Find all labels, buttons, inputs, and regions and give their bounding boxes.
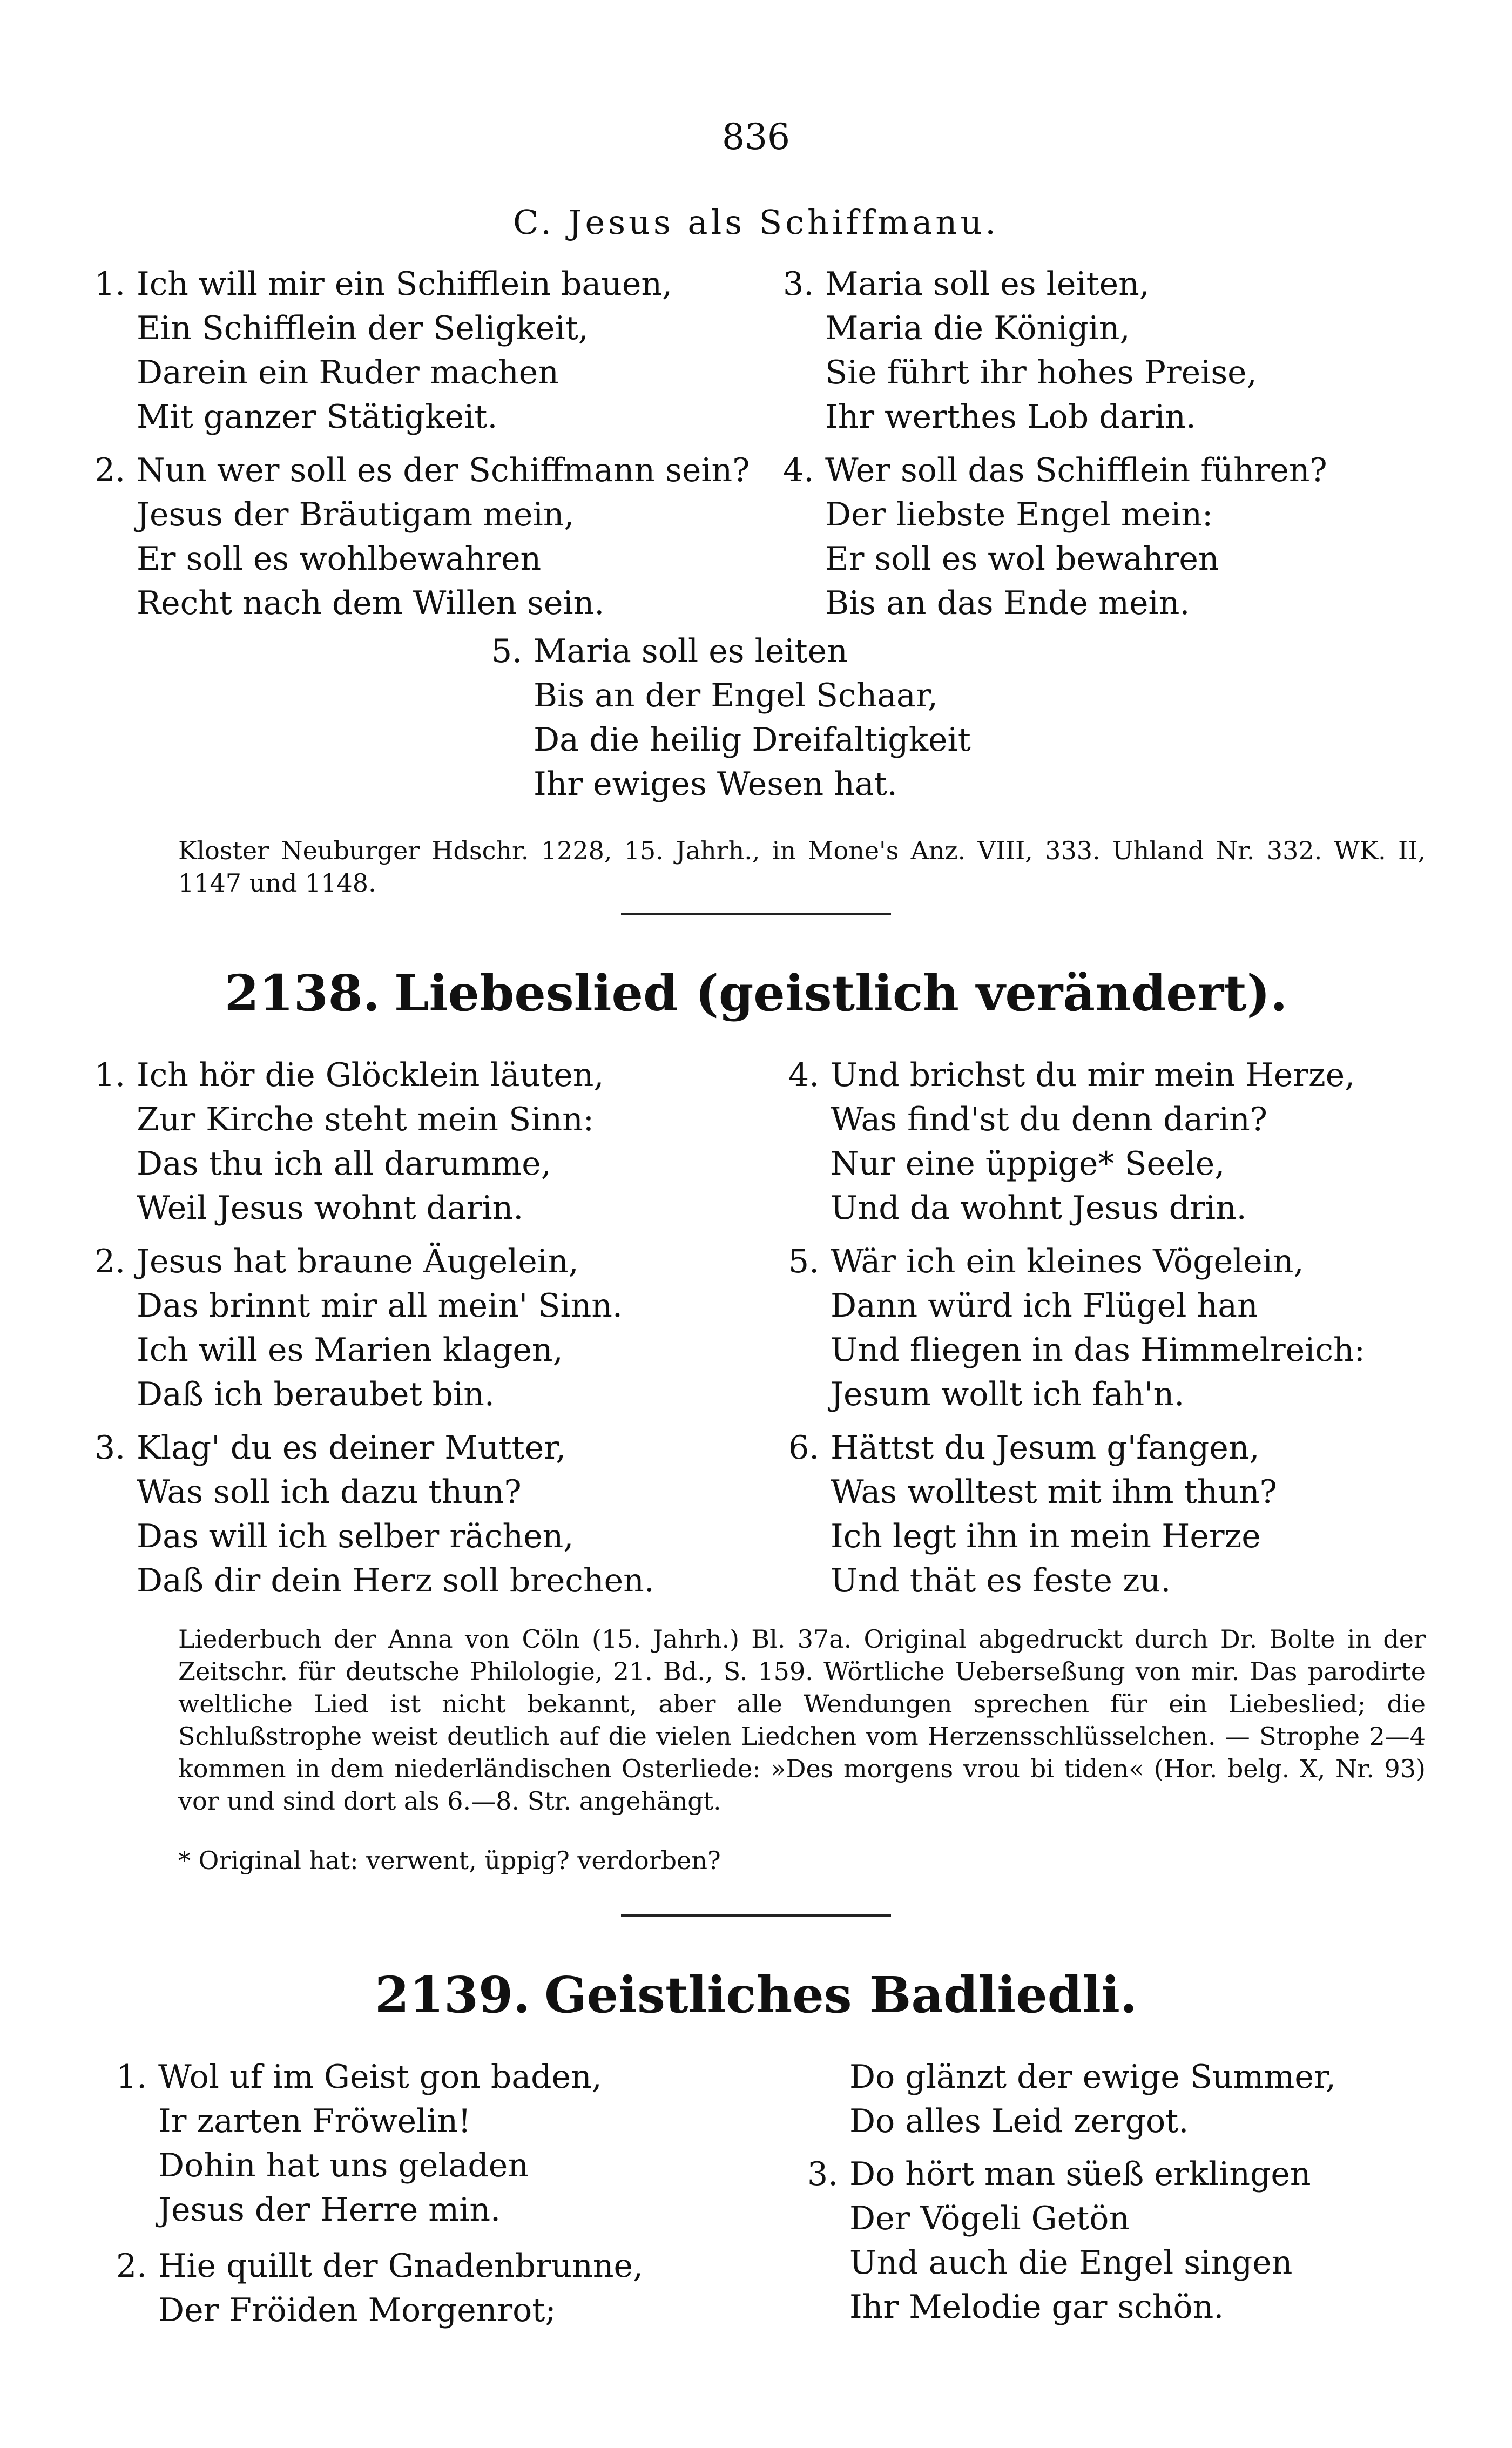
verse-line: Do hört man süeß erklingen (849, 2155, 1311, 2193)
song-2139-title (0, 1966, 1512, 2024)
verse-line: Ich hör die Glöcklein läuten, (137, 1056, 604, 1094)
stanza-number: 4. (783, 451, 814, 489)
verse-line: Daß dir dein Herz soll brechen. (137, 1562, 654, 1600)
page-number: 836 (722, 116, 790, 158)
verse-line: Wol uf im Geist gon baden, (158, 2058, 602, 2096)
song-2139-stanza-2 (116, 2244, 643, 2332)
stanza-number: 2. (116, 2247, 147, 2285)
verse-line: Zur Kirche steht mein Sinn: (137, 1101, 594, 1138)
verse-line: Maria soll es leiten (534, 632, 848, 670)
verse-line: Mit ganzer Stätigkeit. (137, 398, 498, 436)
song-2138-title (0, 964, 1512, 1022)
verse-line: Das thu ich all darumme, (137, 1145, 551, 1183)
verse-line: Jesus der Herre min. (158, 2191, 501, 2229)
verse-line: Dann würd ich Flügel han (831, 1287, 1258, 1325)
verse-line: Ihr ewiges Wesen hat. (534, 765, 897, 803)
verse-line: Maria soll es leiten, (825, 265, 1150, 303)
verse-line: Hättst du Jesum g'fangen, (831, 1429, 1260, 1467)
verse-line: Ich legt ihn in mein Herze (831, 1518, 1261, 1555)
verse-line: Wär ich ein kleines Vögelein, (831, 1243, 1304, 1280)
section-c-stanza-2 (94, 448, 750, 625)
song-2139-stanza-3 (807, 2152, 1311, 2329)
verse-line: Was soll ich dazu thun? (137, 1473, 522, 1511)
verse-line: Der Vögeli Getön (849, 2200, 1130, 2237)
section-c-source (178, 834, 1426, 899)
verse-line: Dohin hat uns geladen (158, 2147, 529, 2184)
song-title: Geistliches Badliedli. (544, 1966, 1137, 2024)
stanza-number: 3. (94, 1429, 126, 1467)
verse-line: Weil Jesus wohnt darin. (137, 1189, 524, 1227)
song-2138-stanza-4 (788, 1053, 1355, 1230)
verse-line: Darein ein Ruder machen (137, 354, 559, 392)
verse-line: Bis an der Engel Schaar, (534, 677, 938, 714)
song-2139-stanza-1 (116, 2055, 602, 2232)
song-2138-stanza-2 (94, 1239, 623, 1417)
source-note: Liederbuch der Anna von Cöln (15. Jahrh.) Bl. 37a. Original abgedruckt durch Dr. Bolte in der Zeitschr. für deutsche Philologie, 21. Bd., S. 159. Wörtliche Ueberseßung von mir. Das parodirte weltliche Lied ist nicht bekannt, aber alle Wendungen sprechen für ein Liebeslied; die Schlußstrophe weist deutlich auf die vielen Liedchen vom Herzensschlüsselchen. — Strophe 2—4 kommen in dem niederländischen Osterliede: »Des morgens vrou bi tiden« (Hor. belg. X, Nr. 93) vor und sind dort als 6.—8. Str. angehängt. (178, 1624, 1426, 1816)
verse-line: Der liebste Engel mein: (825, 496, 1213, 534)
section-c-stanza-4 (783, 448, 1327, 625)
stanza-number: 1. (116, 2058, 147, 2096)
verse-line: Nur eine üppige* Seele, (831, 1145, 1225, 1183)
verse-line: Do alles Leid zergot. (849, 2102, 1189, 2140)
verse-line: Und fliegen in das Himmelreich: (831, 1331, 1365, 1369)
stanza-number: 5. (788, 1243, 820, 1280)
verse-line: Do glänzt der ewige Summer, (849, 2058, 1336, 2096)
song-2139-stanza-2-cont (807, 2055, 1336, 2143)
verse-line: Jesum wollt ich fah'n. (831, 1375, 1185, 1413)
verse-line: Bis an das Ende mein. (825, 584, 1190, 622)
section-c-heading: C. Jesus als Schiffmanu. (513, 203, 999, 242)
source-note: Kloster Neuburger Hdschr. 1228, 15. Jahrh., in Mone's Anz. VIII, 333. Uhland Nr. 332. WK. II, 1147 und 1148. (178, 836, 1426, 898)
section-c-stanza-3 (783, 262, 1257, 439)
section-c-stanza-5 (491, 629, 971, 806)
verse-line: Ihr werthes Lob darin. (825, 398, 1196, 436)
verse-line: Ein Schifflein der Seligkeit, (137, 309, 589, 347)
verse-line: Da die heilig Dreifaltigkeit (534, 721, 971, 759)
stanza-number: 3. (807, 2155, 839, 2193)
verse-line: Das will ich selber rächen, (137, 1518, 574, 1555)
song-title: Liebeslied (geistlich verändert). (394, 964, 1288, 1022)
verse-line: Hie quillt der Gnadenbrunne, (158, 2247, 644, 2285)
section-c-stanza-1 (94, 262, 672, 439)
verse-line: Daß ich beraubet bin. (137, 1375, 495, 1413)
verse-line: Jesus der Bräutigam mein, (137, 496, 575, 534)
verse-line: Ir zarten Fröwelin! (158, 2102, 471, 2140)
song-2138-stanza-1 (94, 1053, 604, 1230)
verse-line: Er soll es wol bewahren (825, 540, 1219, 578)
verse-line: Nun wer soll es der Schiffmann sein? (137, 451, 750, 489)
verse-line: Jesus hat braune Äugelein, (137, 1243, 579, 1280)
stanza-number: 5. (491, 632, 523, 670)
divider-rule (621, 1914, 891, 1917)
song-2138-stanza-3 (94, 1426, 654, 1603)
song-2138-footnote: * Original hat: verwent, üppig? verdorben? (178, 1846, 721, 1875)
verse-line: Maria die Königin, (825, 309, 1130, 347)
stanza-number: 2. (94, 1243, 126, 1280)
song-number: 2138. (224, 964, 380, 1022)
song-2138-stanza-6 (788, 1426, 1277, 1603)
song-number: 2139. (375, 1966, 531, 2024)
stanza-number: 1. (94, 1056, 126, 1094)
verse-line: Was wolltest mit ihm thun? (831, 1473, 1277, 1511)
verse-line: Klag' du es deiner Mutter, (137, 1429, 566, 1467)
song-2138-stanza-5 (788, 1239, 1365, 1417)
verse-line: Und auch die Engel singen (849, 2244, 1293, 2282)
verse-line: Sie führt ihr hohes Preise, (825, 354, 1257, 392)
verse-line: Und da wohnt Jesus drin. (831, 1189, 1247, 1227)
divider-rule (621, 913, 891, 915)
stanza-number: 6. (788, 1429, 820, 1467)
verse-line: Ich will mir ein Schifflein bauen, (137, 265, 673, 303)
stanza-number: 2. (94, 451, 126, 489)
verse-line: Der Fröiden Morgenrot; (158, 2291, 556, 2329)
song-2138-source (178, 1623, 1426, 1817)
verse-line: Wer soll das Schifflein führen? (825, 451, 1327, 489)
verse-line: Ich will es Marien klagen, (137, 1331, 563, 1369)
stanza-number: 4. (788, 1056, 820, 1094)
verse-line: Das brinnt mir all mein' Sinn. (137, 1287, 623, 1325)
verse-line: Und brichst du mir mein Herze, (831, 1056, 1355, 1094)
verse-line: Recht nach dem Willen sein. (137, 584, 605, 622)
verse-line: Ihr Melodie gar schön. (849, 2288, 1224, 2326)
stanza-number: 1. (94, 265, 126, 303)
verse-line: Und thät es feste zu. (831, 1562, 1171, 1600)
stanza-number: 3. (783, 265, 814, 303)
verse-line: Was find'st du denn darin? (831, 1101, 1267, 1138)
verse-line: Er soll es wohlbewahren (137, 540, 542, 578)
